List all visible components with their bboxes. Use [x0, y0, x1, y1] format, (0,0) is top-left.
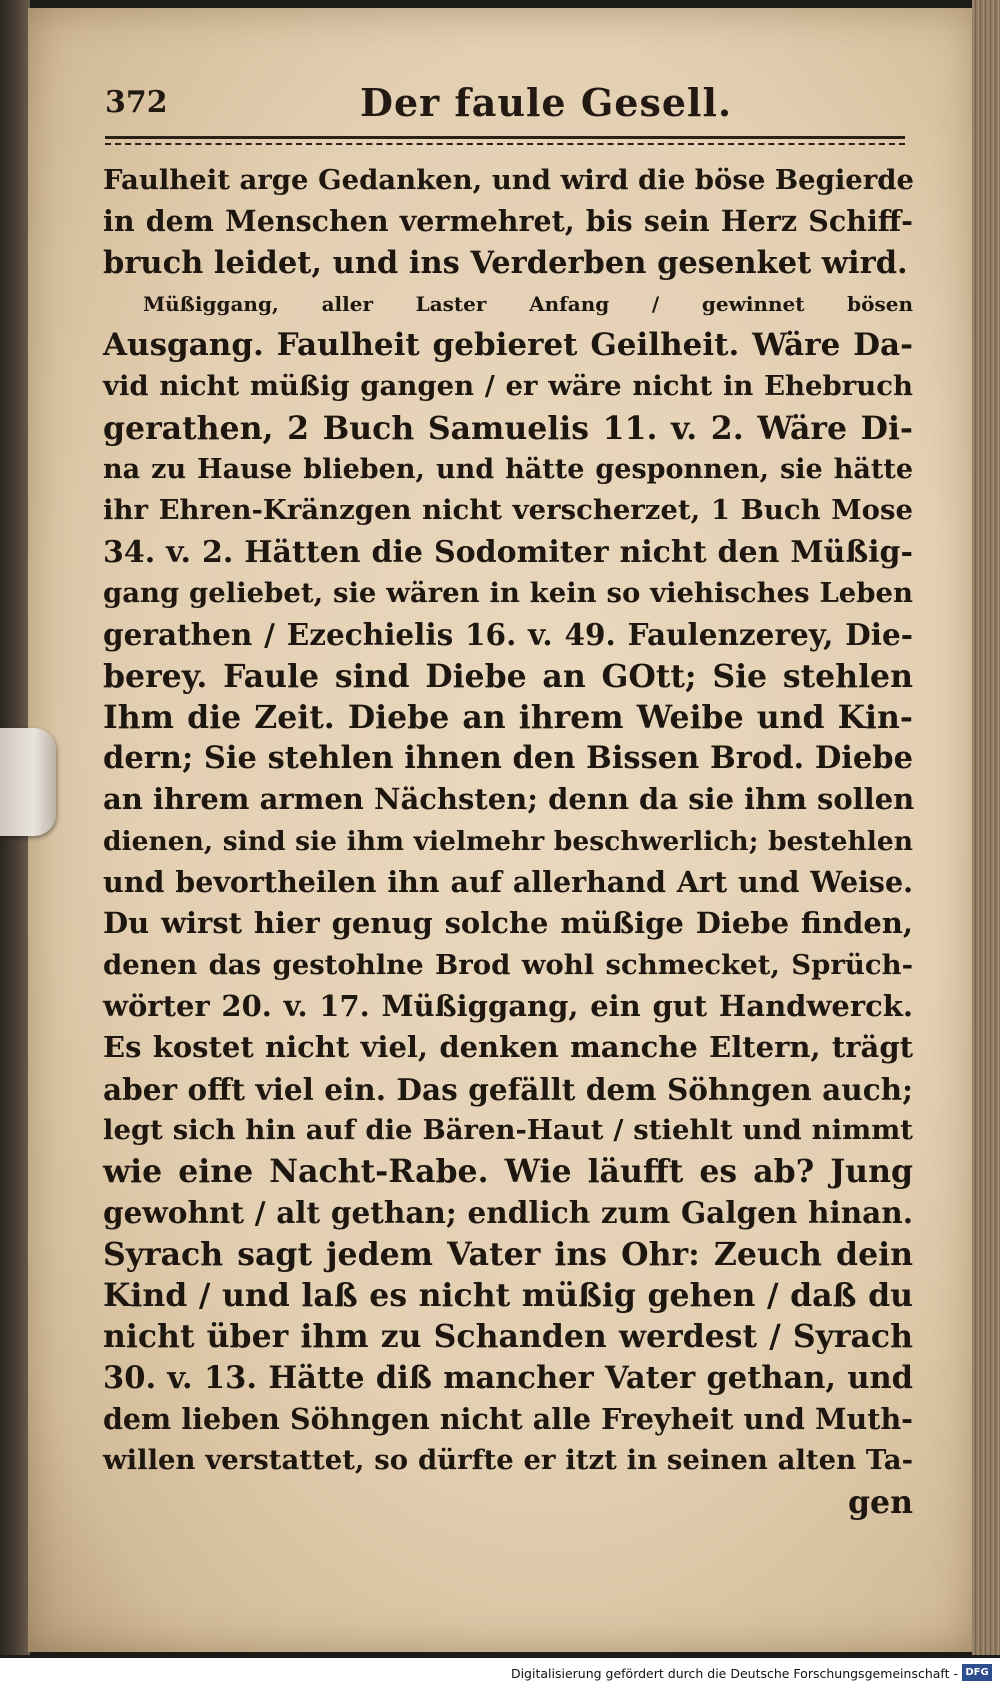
text-line: wie eine Nacht-Rabe. Wie läufft es ab? Jung [103, 1153, 913, 1191]
text-line: an ihrem armen Nächsten; denn da sie ihm sollen [103, 782, 915, 817]
body-text [103, 160, 913, 1523]
text-line: aber offt viel ein. Das gefällt dem Söhngen auch; [103, 1071, 913, 1107]
text-line: gerathen, 2 Buch Samuelis 11. v. 2. Wäre Di- [103, 409, 913, 447]
text-line: in dem Menschen vermehret, bis sein Herz Schiff- [103, 204, 913, 239]
text-line: dem lieben Söhngen nicht alle Freyheit und Muth- [103, 1401, 913, 1436]
text-line: vid nicht müßig gangen / er wäre nicht in Ehebruch [103, 370, 913, 403]
text-line: Ausgang. Faulheit gebieret Geilheit. Wäre Da- [103, 327, 913, 364]
bookmark-tab [0, 728, 56, 836]
text-line: na zu Hause blieben, und hätte gesponnen, sie hätte [103, 454, 913, 486]
text-line: willen verstattet, so dürfte er itzt in seinen alten Ta- [103, 1444, 913, 1477]
text-line: und bevortheilen ihn auf allerhand Art und Weise. [103, 865, 913, 900]
text-line: bruch leidet, und ins Verderben gesenket wird. [103, 244, 908, 281]
text-line: dern; Sie stehlen ihnen den Bissen Brod. Diebe [103, 740, 913, 777]
footer-bar [0, 1658, 1000, 1692]
text-line: 34. v. 2. Hätten die Sodomiter nicht den Müßig- [103, 534, 913, 570]
text-line: 30. v. 13. Hätte diß mancher Vater gethan, und [103, 1359, 913, 1396]
text-line: wörter 20. v. 17. Müßiggang, ein gut Handwerck. [103, 988, 913, 1023]
text-line: berey. Faule sind Diebe an GOtt; Sie stehlen [103, 657, 913, 695]
text-line: Du wirst hier genug solche müßige Diebe finden, [103, 906, 913, 941]
book-fore-edge [972, 0, 1000, 1655]
text-line: Es kostet nicht viel, denken manche Eltern, trägt [103, 1030, 913, 1065]
text-line: Kind / und laß es nicht müßig gehen / daß du [103, 1277, 913, 1315]
running-head: Der faule Gesell. [360, 80, 733, 125]
page-number: 372 [105, 85, 168, 120]
header-rule-ornament [105, 143, 905, 145]
header-rule [105, 136, 905, 139]
text-line: Müßiggang, aller Laster Anfang / gewinnet bösen [143, 291, 913, 316]
text-line: gewohnt / alt gethan; endlich zum Galgen hinan. [103, 1195, 913, 1231]
text-line: gerathen / Ezechielis 16. v. 49. Faulenzerey, Die- [103, 617, 913, 653]
dfg-logo: DFG [962, 1664, 992, 1681]
text-line: ihr Ehren-Kränzgen nicht verscherzet, 1 Buch Mose [103, 494, 913, 527]
text-line: dienen, sind sie ihm vielmehr beschwerlich; bestehlen [103, 825, 913, 857]
text-line: Ihm die Zeit. Diebe an ihrem Weibe und Kin- [103, 698, 913, 736]
text-line: gang geliebet, sie wären in kein so viehisches Leben [103, 576, 913, 609]
text-line: Faulheit arge Gedanken, und wird die böse Begierde [103, 164, 915, 196]
funding-credit: Digitalisierung gefördert durch die Deutsche Forschungsgemeinschaft - [510, 1666, 958, 1681]
text-line: nicht über ihm zu Schanden werdest / Syrach [103, 1318, 913, 1356]
text-line: legt sich hin auf die Bären-Haut / stiehlt und nimmt [103, 1113, 913, 1146]
text-line: denen das gestohlne Brod wohl schmecket, Sprüch- [103, 948, 913, 981]
text-line: Syrach sagt jedem Vater ins Ohr: Zeuch dein [103, 1235, 913, 1273]
catchword: gen [848, 1483, 913, 1521]
